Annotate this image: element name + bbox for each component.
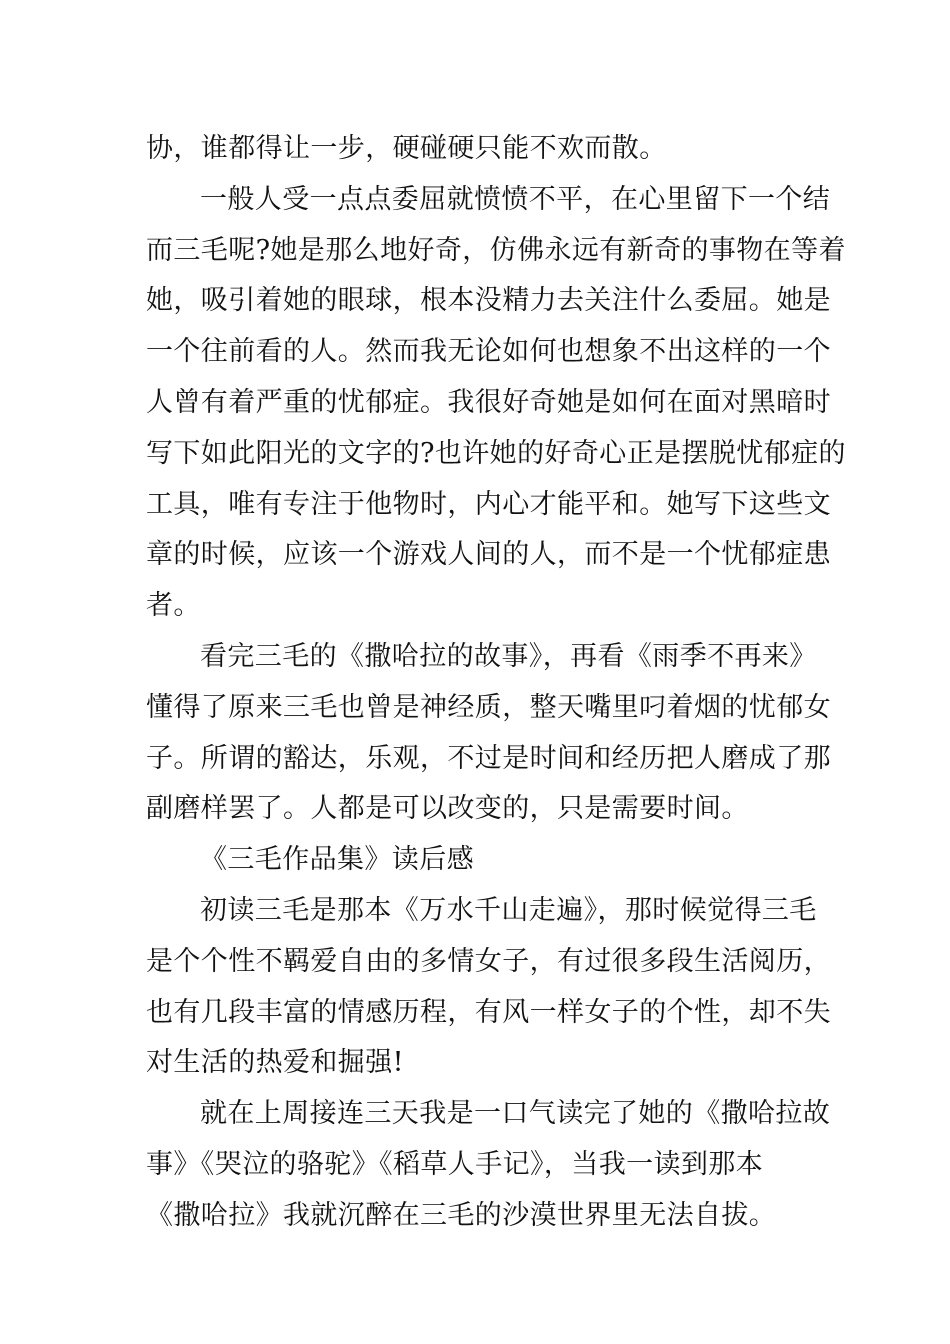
text-line: 写下如此阳光的文字的?也许她的好奇心正是摆脱忧郁症的 [146,437,846,469]
text-line: 初读三毛是那本《万水千山走遍》，那时候觉得三毛 [200,894,817,926]
text-line: 对生活的热爱和掘强! [146,1047,404,1079]
text-line: 也有几段丰富的情感历程，有风一样女子的个性，却不失 [146,996,831,1028]
text-line: 懂得了原来三毛也曾是神经质，整天嘴里叼着烟的忧郁女 [146,691,831,723]
text-line: 事》《哭泣的骆驼》《稻草人手记》，当我一读到那本 [146,1148,764,1180]
text-line: 人曾有着严重的忧郁症。我很好奇她是如何在面对黑暗时 [146,386,831,418]
text-line: 工具，唯有专注于他物时，内心才能平和。她写下这些文 [146,488,831,520]
text-line: 是个个性不羁爱自由的多情女子，有过很多段生活阅历， [146,945,831,977]
text-line: 她，吸引着她的眼球，根本没精力去关注什么委屈。她是 [146,285,831,317]
text-line: 而三毛呢?她是那么地好奇，仿佛永远有新奇的事物在等着 [146,234,846,266]
text-line: 一个往前看的人。然而我无论如何也想象不出这样的一个 [146,336,831,368]
document-body [146,124,846,1242]
text-line: 者。 [146,590,201,622]
text-line: 就在上周接连三天我是一口气读完了她的《撒哈拉故 [200,1098,831,1130]
text-line: 章的时候，应该一个游戏人间的人，而不是一个忧郁症患 [146,539,831,571]
text-line: 子。所谓的豁达，乐观，不过是时间和经历把人磨成了那 [146,742,831,774]
text-line: 《撒哈拉》我就沉醉在三毛的沙漠世界里无法自拔。 [146,1199,777,1231]
section-title: 《三毛作品集》读后感 [200,844,474,876]
text-line: 副磨样罢了。人都是可以改变的，只是需要时间。 [146,793,749,825]
text-line: 一般人受一点点委屈就愤愤不平，在心里留下一个结 [200,183,831,215]
text-line: 看完三毛的《撒哈拉的故事》，再看《雨季不再来》 [200,640,817,672]
text-line: 协，谁都得让一步，硬碰硬只能不欢而散。 [146,133,667,164]
